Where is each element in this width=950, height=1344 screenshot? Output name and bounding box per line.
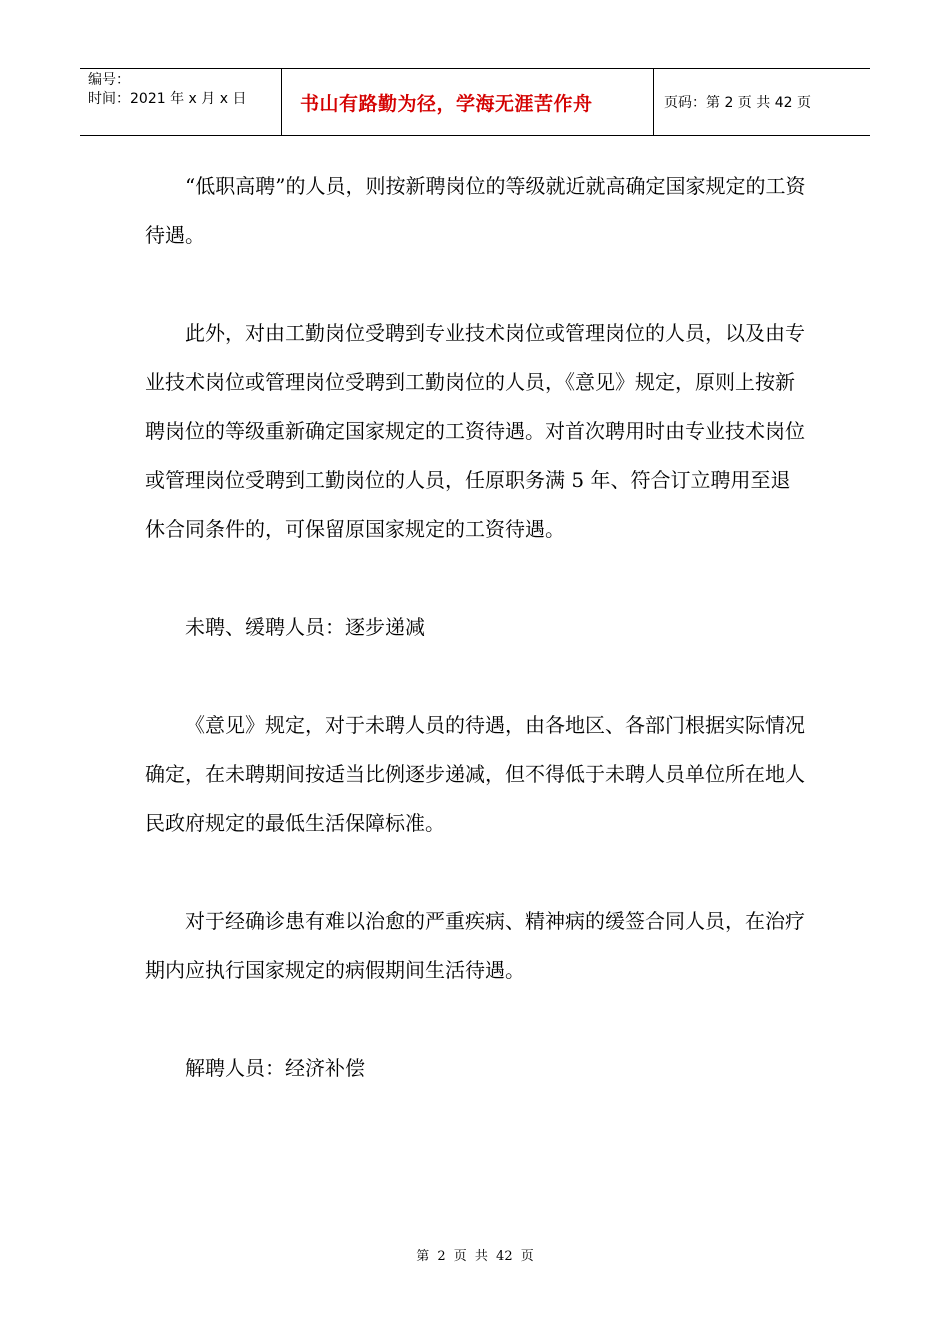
document-time-label: 时间：2021 年 x 月 x 日: [88, 91, 247, 107]
page-footer: 第 2 页 共 42 页: [416, 1249, 534, 1264]
section-heading-dismissed: 解聘人员：经济补偿: [185, 1056, 365, 1080]
paragraph-4: 对于经确诊患有难以治愈的严重疾病、精神病的缓签合同人员，在治疗期内应执行国家规定的病假期间生活待遇。: [145, 909, 805, 982]
header-meta-cell: [80, 69, 282, 135]
paragraph-1: “低职高聘”的人员，则按新聘岗位的等级就近就高确定国家规定的工资待遇。: [145, 174, 806, 247]
header-page-info: 页码：第 2 页 共 42 页: [664, 95, 811, 111]
header-motto: 书山有路勤为径，学海无涯苦作舟: [282, 69, 654, 135]
document-number-label: 编号：: [88, 72, 130, 88]
paragraph-2: 此外，对由工勤岗位受聘到专业技术岗位或管理岗位的人员，以及由专业技术岗位或管理岗位受聘到工勤岗位的人员，《意见》规定，原则上按新聘岗位的等级重新确定国家规定的工资待遇。对首次聘用时由专业技术岗位或管理岗位受聘到工勤岗位的人员，任原职务满 5 年、符合订立聘用至退休合同条件的，可保留原国家规定的工资待遇。: [145, 321, 805, 541]
document-body: [145, 162, 810, 1142]
document-header: [80, 68, 870, 136]
section-heading-unhired: 未聘、缓聘人员：逐步递减: [185, 615, 425, 639]
paragraph-3: 《意见》规定，对于未聘人员的待遇，由各地区、各部门根据实际情况确定，在未聘期间按适当比例逐步递减，但不得低于未聘人员单位所在地人民政府规定的最低生活保障标准。: [145, 713, 805, 835]
